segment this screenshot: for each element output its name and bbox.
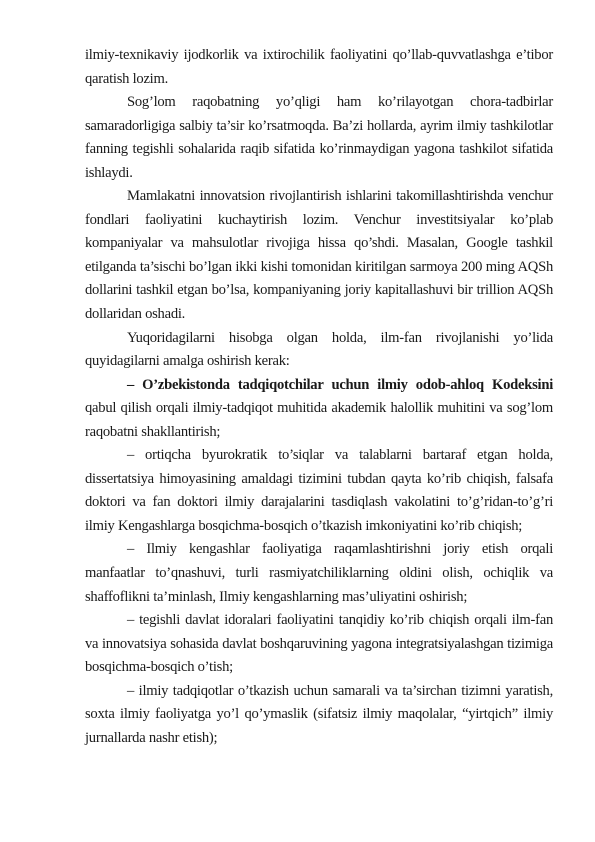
paragraph-intro-continuation: ilmiy-texnikaviy ijodkorlik va ixtirochilik faoliyatini qo’llab-quvvatlashga e’tibor qaratish lozim. <box>85 47 553 87</box>
list-item-digitalization: – Ilmiy kengashlar faoliyatiga raqamlashtirishni joriy etish orqali manfaatlar to’qnashuvi, turli rasmiyatchiliklarning oldini olish, ochiqlik va shaffoflikni ta’minlash, Ilmiy kengashlarning mas’uliyatini oshirish; <box>85 541 553 605</box>
list-item-research-system: – ilmiy tadqiqotlar o’tkazish uchun samarali va ta’sirchan tizimni yaratish, soxta ilmiy faoliyatga yo’l qo’ymaslik (sifatsiz ilmiy maqolalar, “yirtqich” ilmiy jurnallarda nashr etish); <box>85 682 553 746</box>
list-item-governance: – tegishli davlat idoralari faoliyatini tanqidiy ko’rib chiqish orqali ilm-fan va innovatsiya sohasida davlat boshqaruvining yagona integratsiyalashgan tizimiga bosqichma-bosqich o’tish; <box>85 612 553 676</box>
paragraph-competition: Sog’lom raqobatning yo’qligi ham ko’rilayotgan chora-tadbirlar samaradorligiga salbiy ta’sir ko’rsatmoqda. Ba’zi hollarda, ayrim ilmiy tashkilotlar fanning tegishli sohalarida raqib sifatida ko’rinmaydigan yagona tashkilot sifatida ishlaydi. <box>85 94 553 181</box>
list-item-ethics-code <box>85 374 553 445</box>
document-page <box>85 44 553 750</box>
list-item-bold-lead: – O’zbekistonda tadqiqotchilar uchun ilmiy odob-ahloq Kodeksini <box>127 376 553 393</box>
list-item-text: qabul qilish orqali ilmiy-tadqiqot muhitida akademik halollik muhitini va sog’lom raqobatni shakllantirish; <box>85 400 553 440</box>
paragraph-venture-funds: Mamlakatni innovatsion rivojlantirish ishlarini takomillashtirishda venchur fondlari faoliyatini kuchaytirish lozim. Venchur investitsiyalar ko’plab kompaniyalar va mahsulotlar rivojiga hissa qo’shdi. Masalan, Google tashkil etilganda ta’sischi bo’lgan ikki kishi tomonidan kiritilgan sarmoya 200 ming AQSh dollarini tashkil etgan bo’lsa, kompaniyaning joriy kapitallashuvi bir trillion AQSh dollaridan oshadi. <box>85 188 553 323</box>
list-item-dissertation: – ortiqcha byurokratik to’siqlar va talablarni bartaraf etgan holda, dissertatsiya himoyasining amaldagi tizimini tubdan qayta ko’rib chiqish, falsafa doktori va fan doktori ilmiy darajalarini tasdiqlash vakolatini to’g’ridan-to’g’ri ilmiy Kengashlarga bosqichma-bosqich o’tkazish imkoniyatini ko’rib chiqish; <box>85 447 553 534</box>
paragraph-recommendations-intro: Yuqoridagilarni hisobga olgan holda, ilm-fan rivojlanishi yo’lida quyidagilarni amalga oshirish kerak: <box>85 329 553 370</box>
